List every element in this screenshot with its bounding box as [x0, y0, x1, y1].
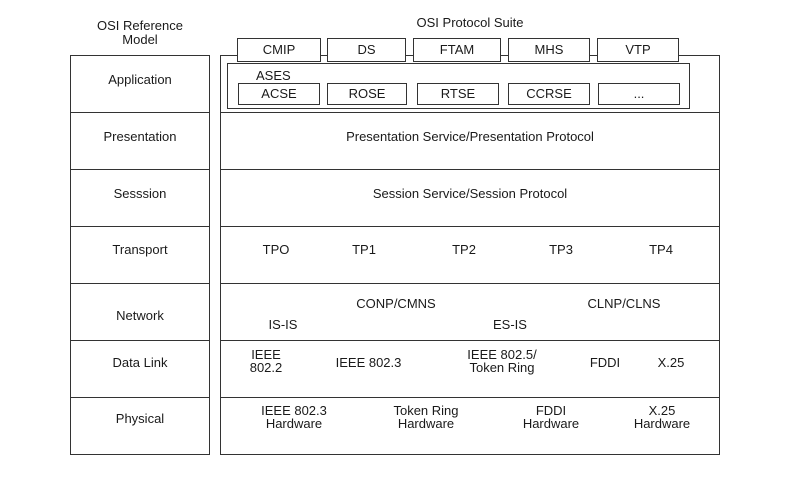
reference-model-title-line1: OSI Reference — [97, 18, 183, 33]
datalink-ieee8022 — [236, 348, 296, 374]
physical-x25-line2: Hardware — [633, 416, 691, 431]
network-esis: ES-IS — [493, 317, 527, 332]
datalink-ieee8025-line1: IEEE 802.5/ — [467, 347, 537, 362]
physical-fddi-line2: Hardware — [522, 416, 580, 431]
transport-tp4: TP4 — [649, 242, 673, 257]
right-divider-2 — [220, 169, 720, 170]
datalink-ieee8025-line2: Token Ring — [469, 360, 535, 375]
left-divider-6 — [70, 397, 210, 398]
transport-tp3: TP3 — [549, 242, 573, 257]
datalink-ieee8022-line2: 802.2 — [249, 360, 283, 375]
network-isis: IS-IS — [268, 317, 298, 332]
right-divider-3 — [220, 226, 720, 227]
reference-model-title — [70, 19, 210, 47]
layer-transport: Transport — [112, 242, 168, 257]
presentation-protocol-text: Presentation Service/Presentation Protocol — [346, 129, 594, 144]
transport-tp2: TP2 — [452, 242, 476, 257]
layer-session: Sesssion — [113, 186, 167, 201]
datalink-ieee8023: IEEE 802.3 — [335, 355, 402, 370]
reference-model-title-line2: Model — [122, 32, 158, 47]
protocol-box-ftam: FTAM — [413, 38, 501, 62]
protocol-box-cmip: CMIP — [237, 38, 321, 62]
left-divider-3 — [70, 226, 210, 227]
ases-label: ASES — [256, 68, 291, 83]
session-protocol-text: Session Service/Session Protocol — [372, 186, 568, 201]
transport-tp1: TP1 — [352, 242, 376, 257]
ases-box-ellipsis: ... — [598, 83, 680, 105]
layer-presentation: Presentation — [103, 129, 177, 144]
layer-application: Application — [108, 72, 172, 87]
layer-datalink: Data Link — [112, 355, 168, 370]
network-conp: CONP/CMNS — [356, 296, 436, 311]
ases-box-rose: ROSE — [327, 83, 407, 105]
protocol-suite-title: OSI Protocol Suite — [416, 15, 524, 30]
right-divider-6 — [220, 397, 720, 398]
right-divider-4 — [220, 283, 720, 284]
transport-tp0: TPO — [262, 242, 290, 257]
datalink-ieee8025 — [447, 348, 557, 374]
physical-fddi-line1: FDDI — [535, 403, 567, 418]
physical-token-ring-line2: Hardware — [397, 416, 455, 431]
ases-box-ccrse: CCRSE — [508, 83, 590, 105]
left-divider-1 — [70, 112, 210, 113]
protocol-box-mhs: MHS — [508, 38, 590, 62]
ases-box-acse: ACSE — [238, 83, 320, 105]
physical-token-ring-line1: Token Ring — [393, 403, 459, 418]
layer-physical: Physical — [115, 411, 165, 426]
ases-box-rtse: RTSE — [417, 83, 499, 105]
protocol-box-ds: DS — [327, 38, 406, 62]
datalink-x25: X.25 — [657, 355, 685, 370]
physical-x25-line1: X.25 — [648, 403, 676, 418]
physical-ieee8023-line2: Hardware — [265, 416, 323, 431]
left-divider-5 — [70, 340, 210, 341]
datalink-fddi: FDDI — [589, 355, 621, 370]
physical-fddi — [506, 404, 596, 430]
network-clnp: CLNP/CLNS — [587, 296, 661, 311]
right-divider-1 — [220, 112, 720, 113]
physical-ieee8023-line1: IEEE 802.3 — [261, 403, 327, 418]
left-divider-4 — [70, 283, 210, 284]
layer-network: Network — [116, 308, 164, 323]
datalink-ieee8022-line1: IEEE — [251, 347, 281, 362]
right-divider-5 — [220, 340, 720, 341]
physical-x25 — [617, 404, 707, 430]
physical-token-ring — [376, 404, 476, 430]
physical-ieee8023 — [244, 404, 344, 430]
protocol-box-vtp: VTP — [597, 38, 679, 62]
left-divider-2 — [70, 169, 210, 170]
